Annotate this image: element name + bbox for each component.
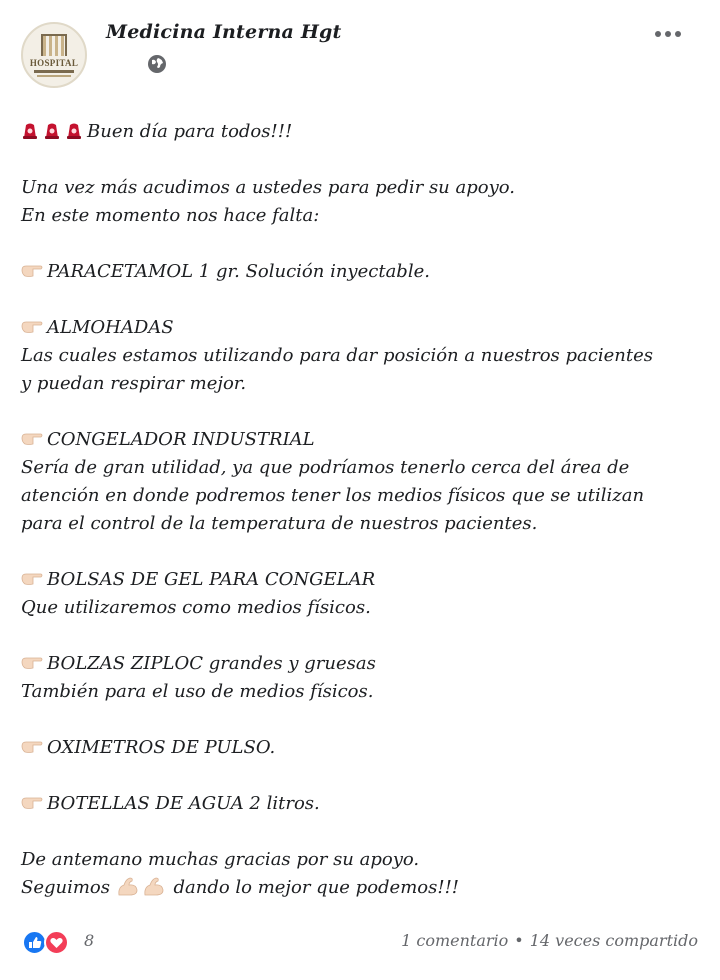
list-item (21, 314, 174, 342)
post-header (0, 0, 720, 100)
item-almohadas-desc-2: y puedan respirar mejor. (21, 373, 247, 394)
intro-line-1: Una vez más acudimos a ustedes para pedir su apoyo. (21, 177, 515, 198)
closing-text-after: dando lo mejor que podemos!!! (173, 877, 460, 898)
pointing-hand-icon (21, 569, 43, 587)
hospital-building-icon (41, 34, 67, 56)
intro-line-2: En este momento nos hace falta: (21, 205, 320, 226)
reactions-summary[interactable] (22, 930, 78, 956)
list-item (21, 790, 320, 818)
reaction-count[interactable]: 8 (84, 931, 95, 950)
list-item (21, 426, 315, 454)
engagement-stats (401, 931, 698, 950)
shares-link[interactable]: 14 veces compartido (529, 931, 698, 950)
pointing-hand-icon (21, 793, 43, 811)
comments-link[interactable]: 1 comentario (401, 931, 509, 950)
item-congelador-desc-3: para el control de la temperatura de nuestros pacientes. (21, 513, 538, 534)
stats-separator: • (514, 931, 524, 950)
item-botellas-agua: BOTELLAS DE AGUA 2 litros. (47, 793, 320, 814)
closing-text-before: Seguimos (21, 877, 110, 898)
cap-emoji-icon (65, 122, 83, 140)
pointing-hand-icon (21, 317, 43, 335)
pointing-hand-icon (21, 429, 43, 447)
pointing-hand-icon (21, 737, 43, 755)
globe-icon[interactable] (146, 53, 168, 75)
flexed-biceps-icon (142, 875, 166, 897)
item-congelador: CONGELADOR INDUSTRIAL (47, 429, 315, 450)
list-item (21, 258, 430, 286)
list-item (21, 650, 376, 678)
pointing-hand-icon (21, 261, 43, 279)
closing-line-1: De antemano muchas gracias por su apoyo. (21, 849, 420, 870)
item-congelador-desc-2: atención en donde podremos tener los medios físicos que se utilizan (21, 485, 645, 506)
closing-line-2 (21, 874, 459, 902)
list-item (21, 566, 375, 594)
item-almohadas: ALMOHADAS (47, 317, 174, 338)
list-item (21, 734, 275, 762)
post-footer (0, 925, 720, 961)
item-ziploc: BOLZAS ZIPLOC grandes y gruesas (47, 653, 376, 674)
item-oximetros: OXIMETROS DE PULSO. (47, 737, 276, 758)
page-name[interactable]: Medicina Interna Hgt (106, 21, 342, 43)
greeting-text: Buen día para todos!!! (87, 121, 293, 142)
item-almohadas-desc-1: Las cuales estamos utilizando para dar posición a nuestros pacientes (21, 345, 653, 366)
more-options-button[interactable] (655, 26, 691, 42)
item-bolsas-gel: BOLSAS DE GEL PARA CONGELAR (47, 569, 376, 590)
page-avatar[interactable] (21, 22, 87, 88)
greeting-line (21, 118, 292, 146)
cap-emoji-icon (43, 122, 61, 140)
pointing-hand-icon (21, 653, 43, 671)
item-congelador-desc-1: Sería de gran utilidad, ya que podríamos tenerlo cerca del área de (21, 457, 630, 478)
item-paracetamol: PARACETAMOL 1 gr. Solución inyectable. (47, 261, 430, 282)
item-bolsas-gel-desc: Que utilizaremos como medios físicos. (21, 597, 371, 618)
cap-emoji-icon (21, 122, 39, 140)
avatar-logo-text: HOSPITAL (29, 57, 79, 68)
flexed-biceps-icon (116, 875, 140, 897)
heart-icon (44, 930, 69, 955)
more-options-icon (655, 31, 661, 37)
item-ziploc-desc: También para el uso de medios físicos. (21, 681, 374, 702)
